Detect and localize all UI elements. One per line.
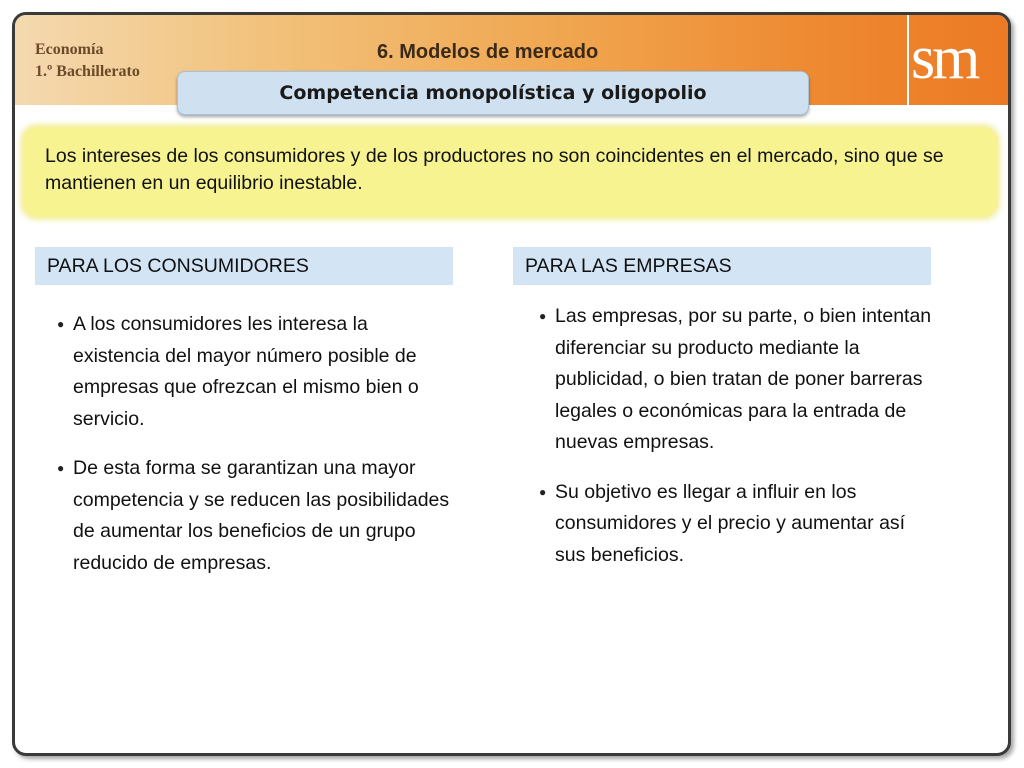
consumers-heading: [35, 247, 453, 285]
unit-title: 6. Modelos de mercado: [377, 41, 599, 63]
slide-frame: [12, 12, 1011, 756]
bullet-text: De esta forma se garantizan una mayor competencia y se reducen las posibilidades de aumentar los beneficios de un grupo reducido de empresas.: [73, 457, 450, 574]
bullet-icon: ●: [57, 317, 65, 331]
sm-logo: sm: [911, 24, 978, 92]
companies-heading-text: PARA LAS EMPRESAS: [525, 254, 732, 277]
bullet-text: Las empresas, por su parte, o bien intentan diferenciar su producto mediante la publicidad, o bien tratan de poner barreras legales o económicas para la entrada de nuevas empresas.: [555, 305, 932, 453]
list-item: [539, 477, 939, 572]
intro-text: Los intereses de los consumidores y de los productores no son coincidentes en el mercado, sino que se mantienen en un equilibrio inestable.: [45, 145, 944, 194]
bullet-icon: ●: [57, 461, 65, 475]
consumers-heading-text: PARA LOS CONSUMIDORES: [47, 254, 309, 277]
intro-box: [23, 127, 997, 217]
list-item: [57, 453, 457, 579]
subtitle-text: Competencia monopolística y oligopolio: [279, 82, 707, 104]
course-subject: Economía: [35, 41, 104, 58]
bullet-icon: ●: [539, 309, 547, 323]
list-item: [539, 301, 939, 459]
course-label: [35, 39, 140, 83]
consumers-bullet-list: [57, 309, 457, 597]
bullet-icon: ●: [539, 484, 547, 499]
companies-heading: [513, 247, 931, 285]
logo-divider: [907, 15, 909, 105]
course-level: 1.º Bachillerato: [35, 63, 140, 80]
companies-bullet-list: [539, 301, 939, 589]
subtitle-bar: [177, 71, 809, 115]
bullet-text: A los consumidores les interesa la existencia del mayor número posible de empresas que ofrezcan el mismo bien o servicio.: [73, 313, 419, 430]
bullet-text: Su objetivo es llegar a influir en los consumidores y el precio y aumentar así sus beneficios.: [555, 480, 906, 566]
list-item: [57, 309, 457, 435]
